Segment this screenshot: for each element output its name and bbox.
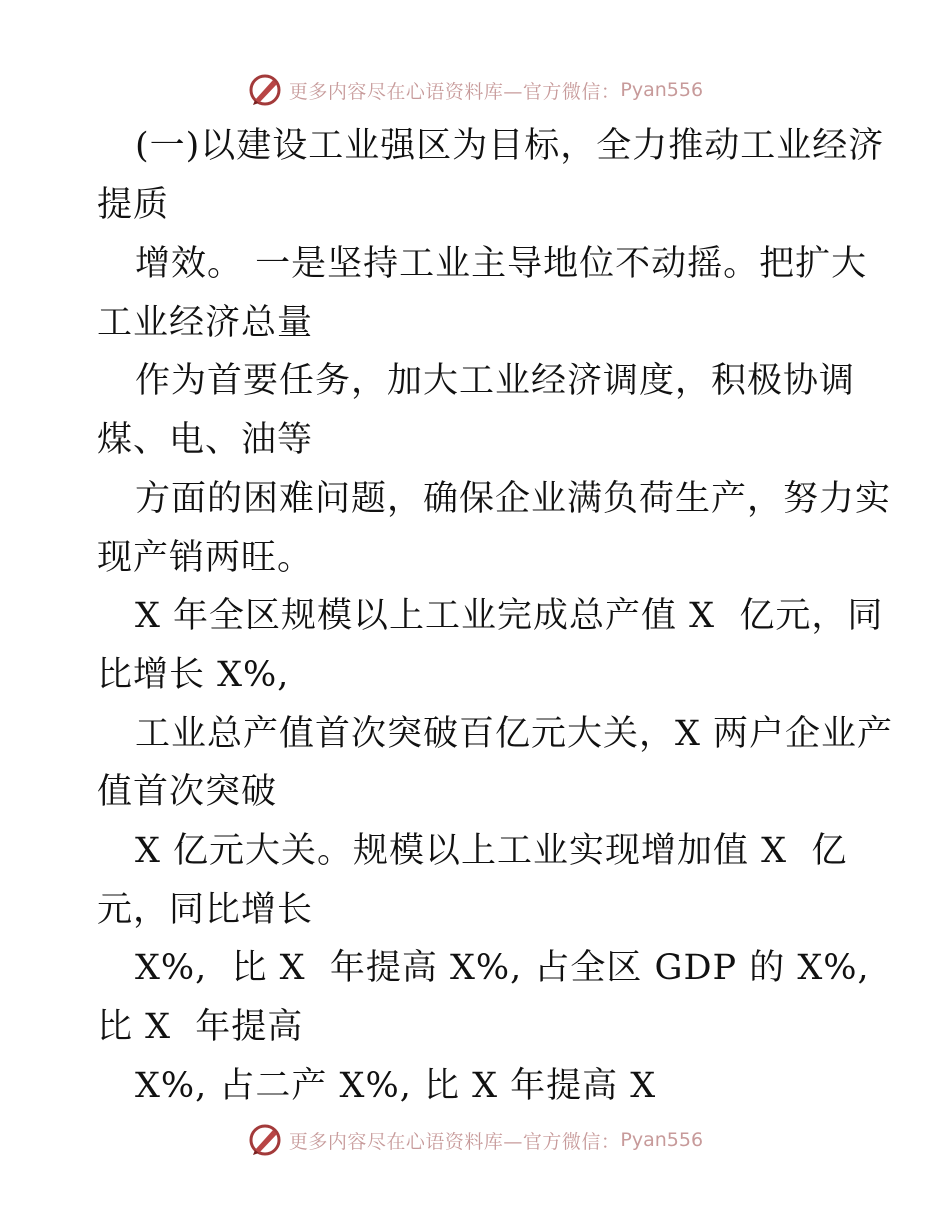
watermark-banner-bottom (0, 1120, 950, 1160)
watermark-text: 更多内容尽在心语资料库—官方微信： (288, 80, 621, 103)
body-line: (一)以建设工业强区为目标，全力推动工业经济 (135, 126, 885, 166)
body-line: 比 X 年提高 (97, 1007, 304, 1047)
body-line: X 年全区规模以上工业完成总产值 X 亿元，同 (135, 596, 884, 636)
watermark-wechat-id: Pyan556 (620, 79, 704, 101)
body-line: 元，同比增长 (97, 890, 314, 930)
body-line: X%, 占二产 X%, 比 X 年提高 X (135, 1066, 657, 1106)
pen-circle-logo-icon (247, 72, 283, 108)
body-line: 工业经济总量 (97, 303, 314, 343)
watermark-banner-top (0, 70, 950, 110)
body-line: X%, 比 X 年提高 X%, 占全区 GDP 的 X%, (135, 948, 870, 988)
body-line: 提质 (97, 185, 170, 225)
body-line: 煤、电、油等 (97, 420, 314, 460)
body-line: 比增长 X%, (97, 655, 290, 695)
watermark-text: 更多内容尽在心语资料库—官方微信： (288, 1130, 621, 1153)
body-line: 值首次突破 (97, 772, 278, 812)
body-line: 工业总产值首次突破百亿元大关，X 两户企业产 (135, 714, 894, 754)
body-line: 作为首要任务，加大工业经济调度，积极协调 (135, 361, 856, 401)
body-line: 增效。 一是坚持工业主导地位不动摇。把扩大 (135, 244, 868, 284)
body-line: 现产销两旺。 (97, 538, 314, 578)
watermark-wechat-id: Pyan556 (620, 1129, 704, 1151)
body-line: X 亿元大关。规模以上工业实现增加值 X 亿 (135, 831, 848, 871)
pen-circle-logo-icon (247, 1122, 283, 1158)
body-line: 方面的困难问题，确保企业满负荷生产，努力实 (135, 479, 892, 519)
